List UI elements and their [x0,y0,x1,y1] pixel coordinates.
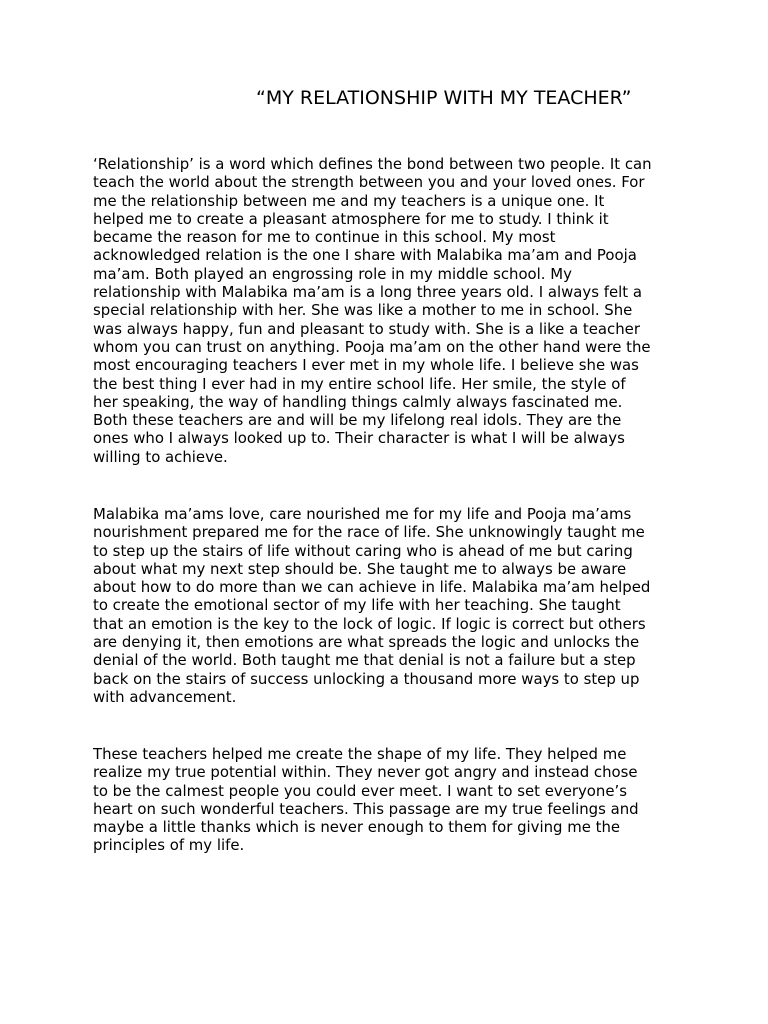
paragraph-line: teach the world about the strength between you and your loved ones. For [93,173,645,192]
paragraph-line: about what my next step should be. She taught me to always be aware [93,559,627,578]
paragraph-line: Malabika ma’ams love, care nourished me for my life and Pooja ma’ams [93,505,632,523]
body-paragraph-3 [93,745,639,855]
paragraph-line: to be the calmest people you could ever meet. I want to set everyone’s [93,781,628,800]
paragraph-line: ‘Relationship’ is a word which defines the bond between two people. It can [93,155,652,173]
paragraph-line: the best thing I ever had in my entire school life. Her smile, the style of [93,374,626,393]
body-paragraph-1 [93,155,652,466]
paragraph-line: realize my true potential within. They never got angry and instead chose [93,763,638,782]
paragraph-line: Both these teachers are and will be my lifelong real idols. They are the [93,411,622,430]
paragraph-line: about how to do more than we can achieve in life. Malabika ma’am helped [93,578,651,597]
paragraph-line: special relationship with her. She was like a mother to me in school. She [93,301,633,320]
document-title: “MY RELATIONSHIP WITH MY TEACHER” [256,87,632,109]
paragraph-line: heart on such wonderful teachers. This passage are my true feelings and [93,799,639,818]
paragraph-line: acknowledged relation is the one I share with Malabika ma’am and Pooja [93,246,637,265]
paragraph-line: was always happy, fun and pleasant to study with. She is a like a teacher [93,319,640,338]
paragraph-line: back on the stairs of success unlocking a thousand more ways to step up [93,669,640,688]
body-paragraph-2 [93,505,650,706]
paragraph-line: principles of my life. [93,836,245,855]
paragraph-line: These teachers helped me create the shape of my life. They helped me [93,745,627,763]
paragraph-line: helped me to create a pleasant atmosphere for me to study. I think it [93,209,609,228]
paragraph-line: that an emotion is the key to the lock of logic. If logic is correct but others [93,614,646,633]
paragraph-line: denial of the world. Both taught me that denial is not a failure but a step [93,651,636,670]
paragraph-line: to step up the stairs of life without caring who is ahead of me but caring [93,541,633,560]
paragraph-line: ma’am. Both played an engrossing role in my middle school. My [93,264,572,283]
paragraph-line: me the relationship between me and my teachers is a unique one. It [93,191,605,210]
paragraph-line: to create the emotional sector of my life with her teaching. She taught [93,596,621,615]
paragraph-line: ones who I always looked up to. Their character is what I will be always [93,429,625,448]
paragraph-line: nourishment prepared me for the race of life. She unknowingly taught me [93,523,645,542]
paragraph-line: maybe a little thanks which is never enough to them for giving me the [93,818,621,837]
paragraph-line: with advancement. [93,687,237,706]
paragraph-line: are denying it, then emotions are what spreads the logic and unlocks the [93,633,640,652]
paragraph-line: her speaking, the way of handling things calmly always fascinated me. [93,392,623,411]
paragraph-line: willing to achieve. [93,447,228,466]
paragraph-line: relationship with Malabika ma’am is a long three years old. I always felt a [93,283,642,302]
paragraph-line: most encouraging teachers I ever met in my whole life. I believe she was [93,356,639,375]
paragraph-line: whom you can trust on anything. Pooja ma’am on the other hand were the [93,337,651,356]
paragraph-line: became the reason for me to continue in this school. My most [93,228,556,247]
